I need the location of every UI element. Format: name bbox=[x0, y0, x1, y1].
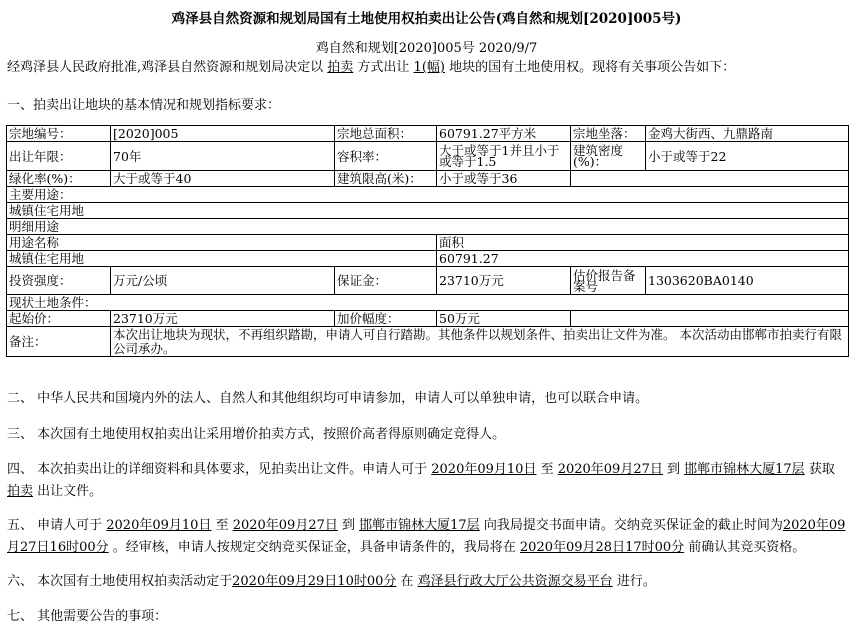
table-row bbox=[7, 235, 849, 251]
total-area-value: 60791.27平方米 bbox=[437, 126, 571, 142]
building-density-value: 小于或等于22 bbox=[646, 142, 849, 171]
section-2: 二、 中华人民共和国境内外的法人、自然人和其他组织均可申请参加，申请人可以单独申请，也可以联合申请。 bbox=[7, 391, 649, 406]
table-row bbox=[7, 267, 849, 295]
use-name-header: 用途名称 bbox=[7, 235, 437, 251]
remarks-label: 备注： bbox=[7, 327, 111, 357]
section-4-method: 拍卖 bbox=[7, 484, 34, 499]
total-area-label: 宗地总面积： bbox=[335, 126, 437, 142]
document-number-date: 鸡自然和规划[2020]005号 2020/9/7 bbox=[315, 41, 538, 56]
section-6-auction-time: 2020年09月29日10时00分 bbox=[232, 574, 397, 589]
section-4-text: 四、 本次拍卖出让的详细资料和具体要求，见拍卖出让文件。申请人可于 bbox=[7, 462, 432, 477]
section-5-confirm-time: 2020年09月28日17时00分 bbox=[519, 540, 685, 555]
deposit-label: 保证金： bbox=[335, 267, 437, 295]
section-4 bbox=[7, 459, 847, 503]
increment-value: 50万元 bbox=[437, 311, 571, 327]
section-5-text: 到 bbox=[337, 518, 360, 533]
land-info-table bbox=[6, 125, 849, 357]
parcel-id-value: [2020]005 bbox=[111, 126, 335, 142]
section-5-text: 至 bbox=[211, 518, 233, 533]
start-price-label: 起始价： bbox=[7, 311, 111, 327]
section-1-heading: 一、拍卖出让地块的基本情况和规划指标要求： bbox=[7, 98, 281, 113]
section-5-deposit-deadline: 2020年09月27日16时00分 bbox=[7, 518, 846, 555]
table-row bbox=[7, 126, 849, 142]
land-condition-label: 现状土地条件： bbox=[7, 295, 849, 311]
section-4-text: 出让文件。 bbox=[33, 484, 103, 499]
empty-cell bbox=[571, 311, 849, 327]
location-label: 宗地坐落： bbox=[571, 126, 646, 142]
section-4-start-date: 2020年09月10日 bbox=[431, 462, 537, 477]
plot-ratio-label: 容积率： bbox=[335, 142, 437, 171]
investment-value: 万元/公顷 bbox=[111, 267, 335, 295]
building-density-label: 建筑密度(%)： bbox=[571, 142, 646, 171]
section-5-start-date: 2020年09月10日 bbox=[106, 518, 212, 533]
section-5-text: 向我局提交书面申请。交纳竞买保证金的截止时间为 bbox=[479, 518, 783, 533]
section-4-text: 获取 bbox=[804, 462, 835, 477]
detail-use-label: 明细用途 bbox=[7, 219, 849, 235]
section-4-text: 到 bbox=[662, 462, 685, 477]
investment-label: 投资强度： bbox=[7, 267, 111, 295]
parcel-id-label: 宗地编号： bbox=[7, 126, 111, 142]
section-7: 七、 其他需要公告的事项： bbox=[7, 609, 168, 624]
section-6-text: 在 bbox=[396, 574, 418, 589]
start-price-value: 23710万元 bbox=[111, 311, 335, 327]
appraisal-no-label: 估价报告备案号 bbox=[571, 267, 646, 295]
section-5-place: 邯郸市锦林大厦17层 bbox=[359, 518, 480, 533]
use-name-value: 城镇住宅用地 bbox=[7, 251, 437, 267]
section-4-text: 至 bbox=[536, 462, 558, 477]
area-value: 60791.27 bbox=[437, 251, 849, 267]
green-ratio-value: 大于或等于40 bbox=[111, 171, 335, 187]
term-value: 70年 bbox=[111, 142, 335, 171]
section-5 bbox=[7, 515, 847, 559]
section-6 bbox=[7, 571, 847, 593]
section-6-text: 六、 本次国有土地使用权拍卖活动定于 bbox=[7, 574, 233, 589]
table-row bbox=[7, 171, 849, 187]
green-ratio-label: 绿化率(%)： bbox=[7, 171, 111, 187]
section-5-text: 前确认其竞买资格。 bbox=[684, 540, 806, 555]
table-row bbox=[7, 251, 849, 267]
appraisal-no-value: 1303620BA0140 bbox=[646, 267, 849, 295]
main-use-label: 主要用途： bbox=[7, 187, 849, 203]
table-row bbox=[7, 187, 849, 203]
increment-label: 加价幅度： bbox=[335, 311, 437, 327]
height-limit-value: 小于或等于36 bbox=[437, 171, 571, 187]
remarks-value: 本次出让地块为现状，不再组织踏勘，申请人可自行踏勘。其他条件以规划条件、拍卖出让文件为准。 本次活动由邯郸市拍卖行有限公司承办。 bbox=[111, 327, 849, 357]
page-title: 鸡泽县自然资源和规划局国有土地使用权拍卖出让公告(鸡自然和规划[2020]005号) bbox=[171, 11, 682, 27]
deposit-value: 23710万元 bbox=[437, 267, 571, 295]
table-row bbox=[7, 142, 849, 171]
intro-method: 拍卖 bbox=[327, 60, 354, 75]
main-use-value: 城镇住宅用地 bbox=[7, 203, 849, 219]
term-label: 出让年限： bbox=[7, 142, 111, 171]
table-row bbox=[7, 327, 849, 357]
section-4-end-date: 2020年09月27日 bbox=[557, 462, 663, 477]
intro-text-2: 方式出让 bbox=[353, 60, 414, 75]
section-5-text: 五、 申请人可于 bbox=[7, 518, 107, 533]
empty-cell bbox=[571, 171, 849, 187]
intro-text-1: 经鸡泽县人民政府批准,鸡泽县自然资源和规划局决定以 bbox=[7, 60, 328, 75]
section-5-end-date: 2020年09月27日 bbox=[232, 518, 338, 533]
table-row bbox=[7, 311, 849, 327]
section-5-text: 。经审核，申请人按规定交纳竞买保证金，具备申请条件的，我局将在 bbox=[108, 540, 520, 555]
section-6-place: 鸡泽县行政大厅公共资源交易平台 bbox=[417, 574, 613, 589]
height-limit-label: 建筑限高(米)： bbox=[335, 171, 437, 187]
section-3: 三、 本次国有土地使用权拍卖出让采用增价拍卖方式，按照价高者得原则确定竞得人。 bbox=[7, 427, 506, 442]
plot-ratio-value: 大于或等于1并且小于或等于1.5 bbox=[437, 142, 571, 171]
intro-paragraph bbox=[7, 56, 852, 75]
table-row bbox=[7, 295, 849, 311]
section-4-place: 邯郸市锦林大厦17层 bbox=[684, 462, 805, 477]
table-row bbox=[7, 203, 849, 219]
intro-count: 1(幅) bbox=[413, 60, 445, 75]
section-6-text: 进行。 bbox=[612, 574, 656, 589]
table-row bbox=[7, 219, 849, 235]
area-header: 面积 bbox=[437, 235, 849, 251]
location-value: 金鸡大街西、九鼎路南 bbox=[646, 126, 849, 142]
intro-text-3: 地块的国有土地使用权。现将有关事项公告如下： bbox=[444, 60, 736, 75]
